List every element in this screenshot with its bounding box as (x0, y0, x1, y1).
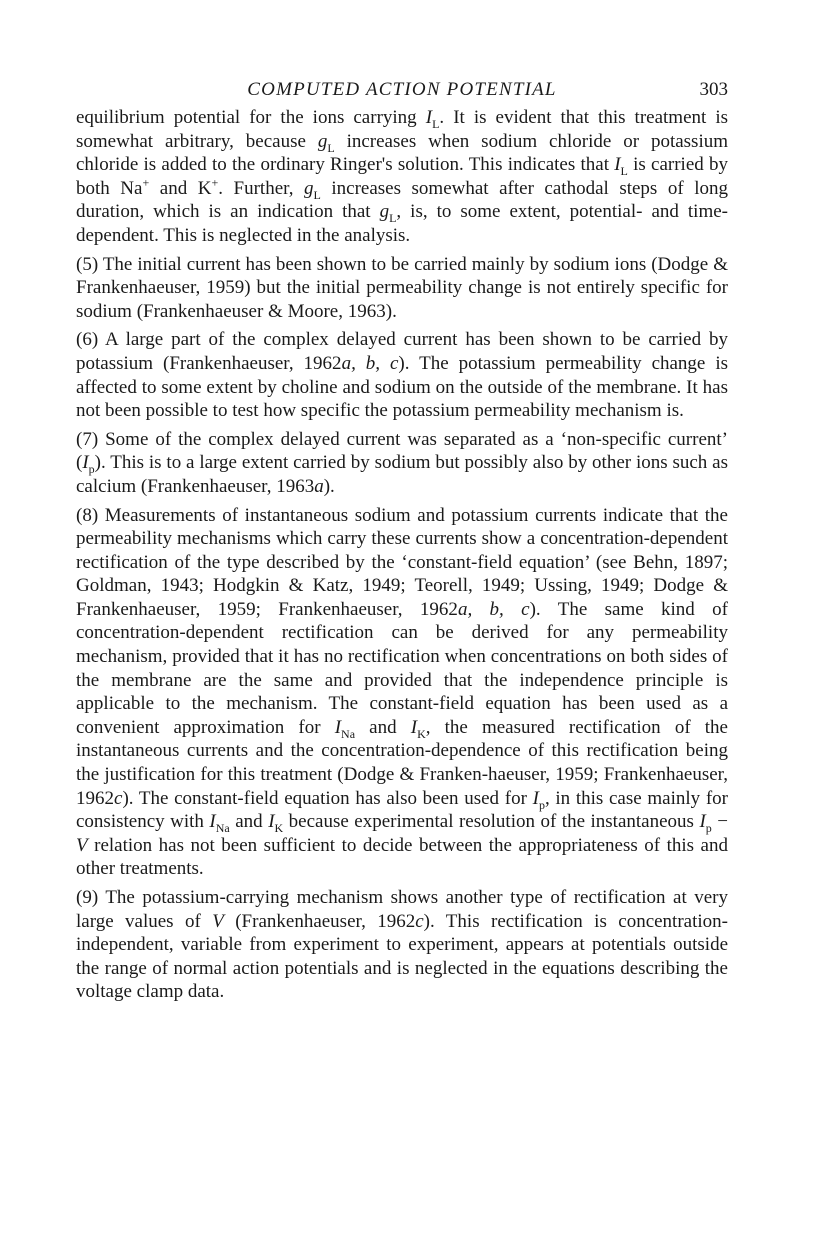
paragraph-6: (6) A large part of the complex delayed current has been shown to be carried by potassium (Frankenhaeuser, 1962a, b, c). The potassium permeability change is affected to some extent by choline and sodium on the outside of the membrane. It has not been possible to test how specific the potassium permeability mechanism is. (76, 329, 728, 422)
document-page (76, 78, 728, 1009)
running-title: COMPUTED ACTION POTENTIAL (247, 79, 557, 100)
page-number: 303 (699, 79, 728, 100)
paragraph-8: (8) Measurements of instantaneous sodium and potassium currents indicate that the permeability mechanisms which carry these currents show a concentration-dependent rectification of the type described by the ‘constant-field equation’ (see Behn, 1897; Goldman, 1943; Hodgkin & Katz, 1949; Teorell, 1949; Ussing, 1949; Dodge & Frankenhaeuser, 1959; Frankenhaeuser, 1962a, b, c). The same kind of concentration-dependent rectification can be derived for any permeability mechanism, provided that it has no rectification when concentrations on both sides of the membrane are the same and provided that the independence principle is applicable to the mechanism. The constant-field equation has been used as a convenient approximation for $I_{Na}$ and $I_K$, the measured rectification of the instantaneous currents and the concentration-dependence of this rectification being the justification for this treatment (Dodge & Franken-haeuser, 1959; Frankenhaeuser, 1962c). The constant-field equation has also been used for $I_p$, in this case mainly for consistency with $I_{Na}$ and $I_K$ because experimental resolution of the instantaneous $I_p - V$ relation has not been sufficient to decide between the appropriateness of this and other treatments. (76, 504, 728, 880)
paragraph-7: (7) Some of the complex delayed current was separated as a ‘non-specific current’ $(I_p)$. This is to a large extent carried by sodium but possibly also by other ions such as calcium (Frankenhaeuser, 1963a). (76, 428, 728, 497)
page-header (76, 78, 728, 104)
paragraph-continued: equilibrium potential for the ions carrying $I_L$. It is evident that this treatment is somewhat arbitrary, because $g_L$ increases when sodium chloride or potassium chloride is added to the ordinary Ringer's solution. This indicates that $I_L$ is carried by both Na+ and K+. Further, $g_L$ increases somewhat after cathodal steps of long duration, which is an indication that $g_L$, is, to some extent, potential- and time-dependent. This is neglected in the analysis. (76, 107, 729, 246)
paragraph-5: (5) The initial current has been shown to be carried mainly by sodium ions (Dodge & Frankenhaeuser, 1959) but the initial permeability change is not entirely specific for sodium (Frankenhaeuser & Moore, 1963). (76, 253, 728, 322)
paragraph-9: (9) The potassium-carrying mechanism shows another type of rectification at very large values of V (Frankenhaeuser, 1962c). This rectification is concentration-independent, variable from experiment to experiment, appears at potentials outside the range of normal action potentials and is neglected in the equations describing the voltage clamp data. (76, 887, 728, 1003)
